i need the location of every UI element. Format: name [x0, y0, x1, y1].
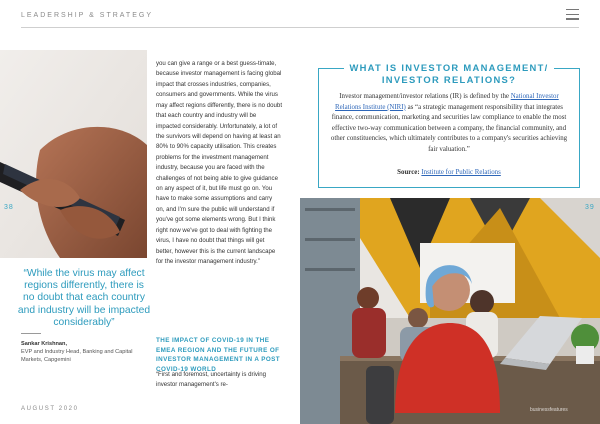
- article-body-continued: “First and foremost, uncertainty is driving investor management's re-: [156, 371, 267, 389]
- quote-attribution: [21, 340, 151, 364]
- niri-link[interactable]: National Investor Relations Institute (NIRI): [335, 93, 559, 111]
- source-label: Source:: [397, 169, 420, 176]
- speaker-name: Sankar Krishnan,: [21, 341, 68, 347]
- section-label: LEADERSHIP & STRATEGY: [21, 12, 153, 19]
- office-photo: [300, 198, 600, 424]
- definition-text-intro: Investor management/investor relations (IR) is defined by the: [339, 93, 511, 100]
- quote-divider: [21, 333, 41, 334]
- speaker-role: EVP and Industry Head, Banking and Capital Markets, Capgemini: [21, 349, 133, 363]
- box-border-left-cap: [318, 68, 344, 69]
- photo-watermark: businessfeatures: [530, 407, 568, 413]
- page-number-left: 38: [4, 204, 14, 211]
- source-link[interactable]: Institute for Public Relations: [421, 169, 501, 176]
- hamburger-menu-icon[interactable]: [566, 9, 579, 20]
- definition-text-quote: as “a strategic management responsibility that integrates finance, communication, marketing and securities law compliance to enable the most effective two-way communication between a company, the financial community, and other constituencies, which ultimately contributes to a company's securities achieving fair valuation.”: [330, 103, 568, 153]
- pull-quote: “While the virus may affect regions differently, there is no doubt that each country and industry will be impacted considerably”: [17, 268, 151, 328]
- header-divider: [21, 27, 579, 28]
- phone-photo: [0, 50, 147, 258]
- page-number-right: 39: [585, 204, 595, 211]
- definition-source: [326, 168, 572, 178]
- issue-date: AUGUST 2020: [21, 406, 79, 412]
- article-body: you can give a range or a best guess-timate, because investor management is facing global impact that crosses industries, companies, consumers and governments. While the virus may affect regions differently, there is no doubt that each country and industry will be impacted considerably. Unfortunately, a lot of the survivors will depend on having at least an 80% to 90% capacity utilisation. This creates problems for the investment management industry, because you are faced with the challenges of not being able to give guidance on any aspect of it, but life must go on. You have to make some assumptions and carry on, and I'm sure the public will understand if you've got some elements wrong. But I think right now we've got to deal with fighting the virus, I have no doubt that things will get better, however this is the current landscape for the investor management industry.”: [156, 60, 283, 266]
- article-subheading: THE IMPACT OF COVID-19 IN THE EMEA REGION AND THE FUTURE OF INVESTOR MANAGEMENT IN A POST COVID-19 WORLD: [156, 337, 281, 373]
- box-border-right-cap: [554, 68, 580, 69]
- definition-box-title: WHAT IS INVESTOR MANAGEMENT/ INVESTOR RELATIONS?: [349, 62, 549, 85]
- definition-text: [326, 92, 572, 156]
